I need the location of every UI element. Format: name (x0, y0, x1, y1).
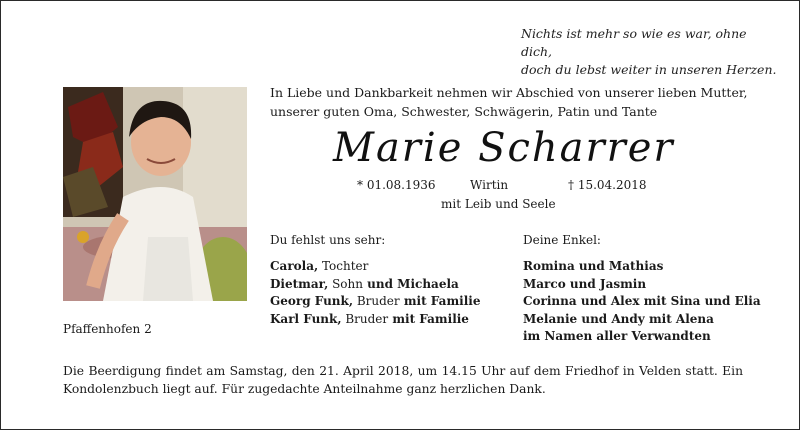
mourner-relation: Bruder (341, 311, 389, 326)
grandchild-row: Marco und Jasmin (523, 276, 647, 291)
grandchild-row: Romina und Mathias (523, 259, 664, 273)
mourner-relation: Tochter (318, 259, 369, 273)
mourner-relation: Sohn (328, 276, 363, 291)
mourner-relation: Bruder (353, 294, 400, 308)
portrait-photo (63, 87, 247, 301)
quote-line-2: doch du lebst weiter in unseren Herzen. (521, 62, 777, 77)
mourners-list (270, 258, 480, 328)
quote-line-1: Nichts ist mehr so wie es war, ohne dich, (521, 26, 747, 59)
intro-line-1: In Liebe und Dankbarkeit nehmen wir Abschied von unserer lieben Mutter, (270, 85, 748, 100)
intro-line-2: unserer guten Oma, Schwester, Schwägerin, Patin und Tante (270, 104, 658, 119)
memorial-quote (521, 25, 781, 79)
death-date: † 15.04.2018 (568, 178, 647, 192)
funeral-details: Die Beerdigung findet am Samstag, den 21. April 2018, um 14.15 Uhr auf dem Friedhof in Velden statt. Ein Kondolenzbuch liegt auf. Für zugedachte Anteilnahme ganz herzlichen Dank. (63, 364, 743, 396)
mourner-row (270, 276, 480, 294)
birth-date: * 01.08.1936 (357, 178, 436, 192)
grandchild-row: im Namen aller Verwandten (523, 329, 711, 343)
mourner-name: Carola, (270, 259, 319, 273)
mourner-name: Georg Funk, (270, 294, 354, 308)
grandchildren-heading: Deine Enkel: (523, 233, 601, 247)
mourner-suffix: und Michaela (362, 276, 459, 291)
mourner-row (270, 311, 480, 329)
address: Pfaffenhofen 2 (63, 322, 152, 336)
occupation: Wirtin (470, 178, 509, 192)
intro-text (270, 83, 770, 121)
mourner-row (270, 258, 480, 276)
portrait-image (63, 87, 247, 301)
occupation-subtitle: mit Leib und Seele (441, 197, 556, 211)
grandchildren-list (523, 258, 761, 346)
mourners-heading: Du fehlst uns sehr: (270, 233, 386, 247)
grandchild-row: Melanie und Andy mit Alena (523, 311, 714, 326)
mourner-suffix: mit Familie (388, 311, 469, 326)
mourner-suffix: mit Familie (399, 294, 481, 308)
deceased-name: Marie Scharrer (333, 125, 675, 171)
mourner-name: Karl Funk, (270, 311, 342, 326)
grandchild-row: Corinna und Alex mit Sina und Elia (523, 294, 761, 308)
mourner-name: Dietmar, (270, 276, 329, 291)
mourner-row (270, 293, 480, 311)
